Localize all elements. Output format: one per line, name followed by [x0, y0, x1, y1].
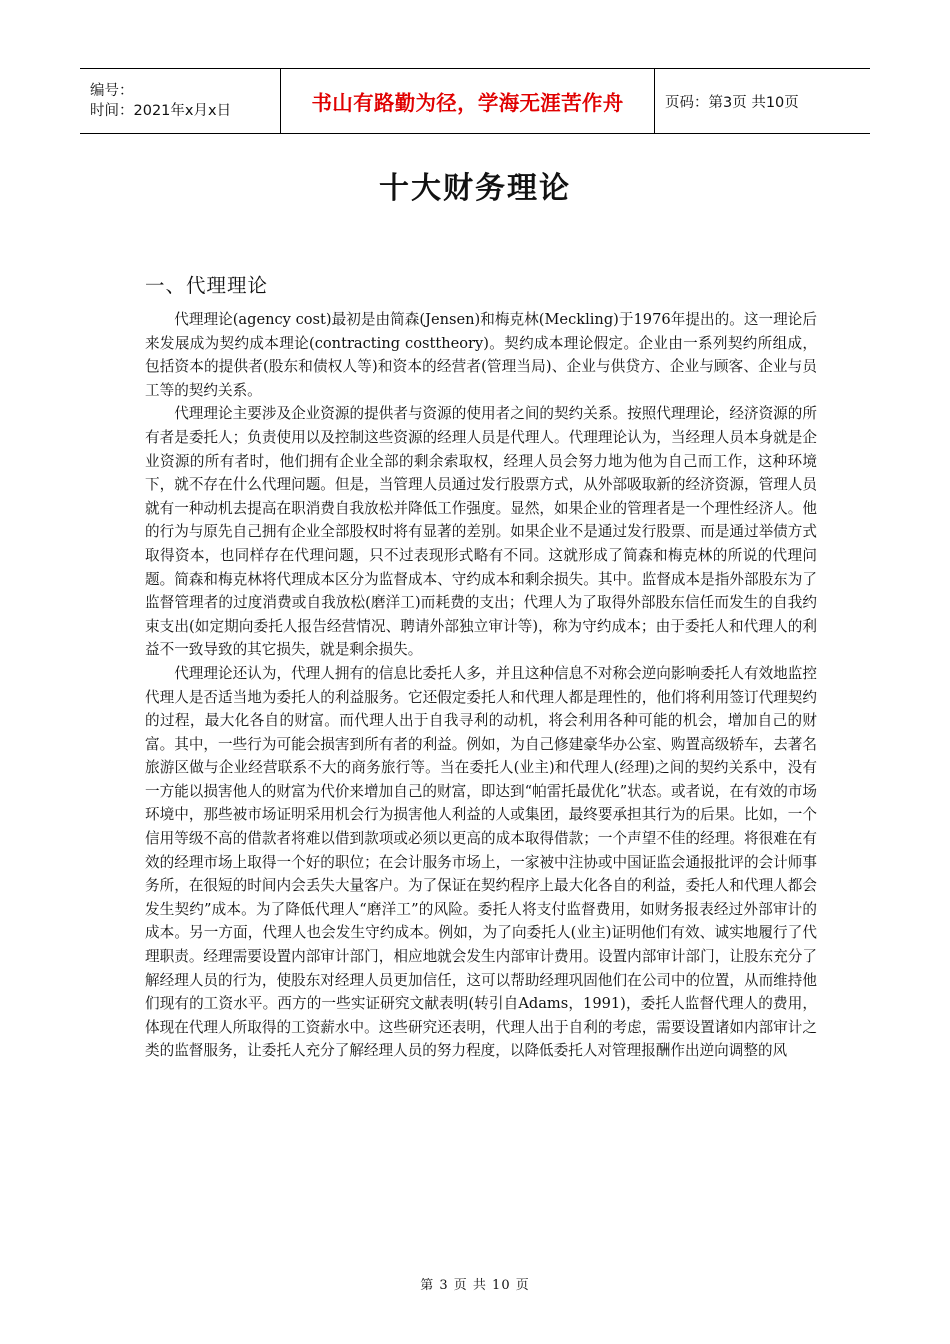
document-title: 十大财务理论	[379, 171, 571, 206]
header-table	[80, 68, 870, 134]
paragraph: 代理理论主要涉及企业资源的提供者与资源的使用者之间的契约关系。按照代理理论，经济资源的所有者是委托人；负责使用以及控制这些资源的经理人员是代理人。代理理论认为，当经理人员本身就是企业资源的所有者时，他们拥有企业全部的剩余索取权，经理人员会努力地为他为自己而工作，这种环境下，就不存在什么代理问题。但是，当管理人员通过发行股票方式，从外部吸取新的经济资源，管理人员就有一种动机去提高在职消费自我放松并降低工作强度。显然，如果企业的管理者是一个理性经济人。他的行为与原先自己拥有企业全部股权时将有显著的差别。如果企业不是通过发行股票、而是通过举债方式取得资本，也同样存在代理问题，只不过表现形式略有不同。这就形成了简森和梅克林的所说的代理问题。简森和梅克林将代理成本区分为监督成本、守约成本和剩余损失。其中。监督成本是指外部股东为了监督管理者的过度消费或自我放松(磨洋工)而耗费的支出；代理人为了取得外部股东信任而发生的自我约束支出(如定期向委托人报告经营情况、聘请外部独立审计等)，称为守约成本；由于委托人和代理人的利益不一致导致的其它损失，就是剩余损失。	[145, 405, 817, 659]
paragraph: 代理理论(agency cost)最初是由简森(Jensen)和梅克林(Meckling)于1976年提出的。这一理论后来发展成为契约成本理论(contracting costtheory)。契约成本理论假定。企业由一系列契约所组成，包括资本的提供者(股东和债权人等)和资本的经营者(管理当局)、企业与供贷方、企业与顾客、企业与员工等的契约关系。	[145, 311, 817, 399]
header-motto: 书山有路勤为径，学海无涯苦作舟	[311, 91, 624, 115]
section-heading: 一、代理理论	[145, 274, 269, 297]
paragraph: 代理理论还认为，代理人拥有的信息比委托人多，并且这种信息不对称会逆向影响委托人有效地监控代理人是否适当地为委托人的利益服务。它还假定委托人和代理人都是理性的，他们将利用签订代理契约的过程，最大化各自的财富。而代理人出于自我寻利的动机，将会利用各种可能的机会，增加自己的财富。其中，一些行为可能会损害到所有者的利益。例如，为自己修建豪华办公室、购置高级轿车，去著名旅游区做与企业经营联系不大的商务旅行等。当在委托人(业主)和代理人(经理)之间的契约关系中，没有一方能以损害他人的财富为代价来增加自己的财富，即达到“帕雷托最优化”状态。或者说，在有效的市场环境中，那些被市场证明采用机会行为损害他人利益的人或集团，最终要承担其行为的后果。比如，一个信用等级不高的借款者将难以借到款项或必须以更高的成本取得借款；一个声望不佳的经理。将很难在有效的经理市场上取得一个好的职位；在会计服务市场上，一家被中注协或中国证监会通报批评的会计师事务所，在很短的时间内会丢失大量客户。为了保证在契约程序上最大化各自的利益，委托人和代理人都会发生契约”成本。为了降低代理人“磨洋工”的风险。委托人将支付监督费用，如财务报表经过外部审计的成本。另一方面，代理人也会发生守约成本。例如，为了向委托人(业主)证明他们有效、诚实地履行了代理职责。经理需要设置内部审计部门，相应地就会发生内部审计费用。设置内部审计部门，让股东充分了解经理人员的行为，使股东对经理人员更加信任，这可以帮助经理巩固他们在公司中的位置，从而维持他们现有的工资水平。西方的一些实证研究文献表明(转引自Adams，1991)，委托人监督代理人的费用，体现在代理人所取得的工资薪水中。这些研究还表明，代理人出于自利的考虑，需要设置诸如内部审计之类的监督服务，让委托人充分了解经理人员的努力程度，以降低委托人对管理报酬作出逆向调整的风	[145, 664, 817, 1060]
header-page-cell	[655, 69, 870, 133]
section-body	[145, 308, 817, 1063]
document-number-label: 编号：	[90, 83, 134, 99]
document-date-label: 时间：2021年x月x日	[90, 103, 232, 119]
header-meta-cell	[80, 69, 281, 133]
header-motto-cell	[281, 69, 655, 133]
header-page-info: 页码：第3页 共10页	[665, 94, 799, 111]
page-footer: 第 3 页 共 10 页	[420, 1278, 530, 1293]
